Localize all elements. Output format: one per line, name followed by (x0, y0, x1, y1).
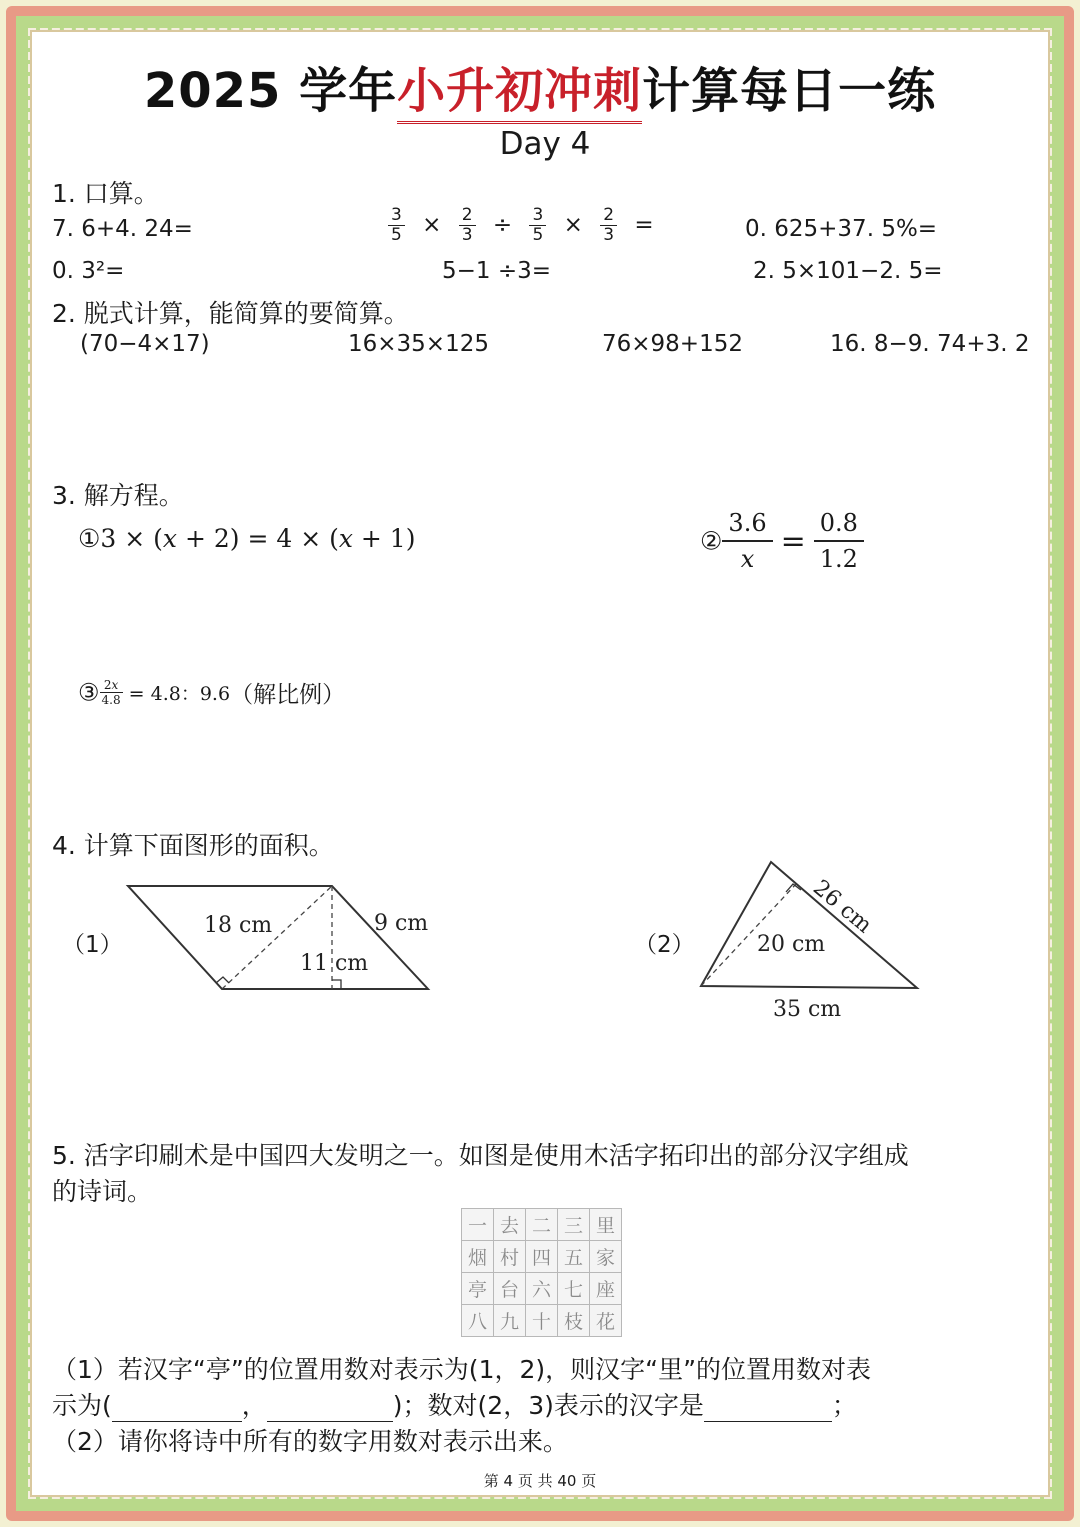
q2-item-4: 16. 8−9. 74+3. 2 (830, 331, 1030, 357)
grid-cell: 里 (590, 1209, 622, 1241)
triangle-shape (701, 862, 917, 988)
grid-cell: 六 (526, 1273, 558, 1305)
type-character-grid (461, 1208, 622, 1337)
q2-item-3: 76×98+152 (602, 331, 743, 357)
fig1-label-a: 18 cm (204, 913, 273, 938)
q5-sub2: （2）请你将诗中所有的数字用数对表示出来。 (52, 1427, 568, 1456)
fig2-label: （2） (634, 932, 695, 958)
q3-equation-2: ② 3.6 𝑥 = $\frac{0.8}{1.2}$ (700, 506, 864, 576)
q1-expr-5: 5−1 ÷3= (442, 258, 552, 284)
q1-heading: 1. 口算。 (52, 179, 159, 208)
fig1-label-c: 11 cm (300, 951, 369, 976)
answer-blank-2[interactable] (267, 1399, 393, 1422)
grid-cell: 烟 (462, 1241, 494, 1273)
parallelogram-shape (128, 886, 428, 989)
fig2-label-a: 26 cm (808, 875, 877, 939)
grid-cell: 九 (494, 1305, 526, 1337)
q3-equation-3: ③ 2𝑥 4.8 = 4.8：9.6（解比例） (78, 678, 346, 708)
grid-row (462, 1209, 622, 1241)
q5-line-1: 5. 活字印刷术是中国四大发明之一。如图是使用木活字拓印出的部分汉字组成 (52, 1141, 909, 1170)
q5-sub1-line-1: （1）若汉字“亭”的位置用数对表示为(1，2)，则汉字“里”的位置用数对表 (52, 1355, 872, 1384)
fig1-label-b: 9 cm (374, 911, 429, 936)
q2-heading: 2. 脱式计算，能简算的要简算。 (52, 299, 409, 328)
grid-cell: 三 (558, 1209, 590, 1241)
grid-row (462, 1273, 622, 1305)
q1-expr-3: 0. 625+37. 5%= (745, 216, 938, 242)
q1-expr-1: 7. 6+4. 24= (52, 216, 193, 242)
page-footer: 第 4 页 共 40 页 (483, 1472, 597, 1490)
q5-line-2: 的诗词。 (52, 1177, 153, 1206)
grid-cell: 花 (590, 1305, 622, 1337)
grid-row (462, 1305, 622, 1337)
answer-blank-1[interactable] (112, 1399, 242, 1422)
fig1-label: （1） (62, 932, 123, 958)
q5-sub1-line-2: 示为( ， )；数对(2，3)表示的汉字是 ； (52, 1391, 857, 1420)
right-angle-mark-1 (332, 980, 341, 989)
q1-expr-4: 0. 3²= (52, 258, 125, 284)
title-highlight: 小升初冲刺 (397, 63, 642, 124)
day-label: Day 4 (499, 126, 591, 162)
grid-cell: 座 (590, 1273, 622, 1305)
grid-cell: 十 (526, 1305, 558, 1337)
answer-blank-3[interactable] (704, 1399, 832, 1422)
grid-cell: 五 (558, 1241, 590, 1273)
grid-cell: 枝 (558, 1305, 590, 1337)
right-angle-mark-2 (216, 977, 229, 983)
page-title: 2025 学年小升初冲刺计算每日一练 (0, 52, 1080, 121)
grid-cell: 四 (526, 1241, 558, 1273)
q3-heading: 3. 解方程。 (52, 481, 184, 510)
q4-heading: 4. 计算下面图形的面积。 (52, 831, 334, 860)
grid-cell: 八 (462, 1305, 494, 1337)
q2-item-1: (70−4×17) (80, 331, 210, 357)
q1-expr-2: $\frac{3}{5}$ × $\frac{2}{3}$ ÷ $\frac{3}{5}$ × $\frac{2}{3}$ = (386, 206, 654, 245)
q1-expr-6: 2. 5×101−2. 5= (753, 258, 943, 284)
grid-cell: 台 (494, 1273, 526, 1305)
grid-cell: 一 (462, 1209, 494, 1241)
q3-equation-1: ①3 × (𝑥 + 2) = 4 × (𝑥 + 1) (78, 524, 416, 553)
grid-cell: 七 (558, 1273, 590, 1305)
grid-cell: 亭 (462, 1273, 494, 1305)
grid-cell: 家 (590, 1241, 622, 1273)
grid-cell: 去 (494, 1209, 526, 1241)
grid-cell: 村 (494, 1241, 526, 1273)
grid-row (462, 1241, 622, 1273)
grid-cell: 二 (526, 1209, 558, 1241)
fig2-label-c: 35 cm (773, 997, 842, 1022)
fig2-label-b: 20 cm (757, 932, 826, 957)
q2-item-2: 16×35×125 (348, 331, 489, 357)
